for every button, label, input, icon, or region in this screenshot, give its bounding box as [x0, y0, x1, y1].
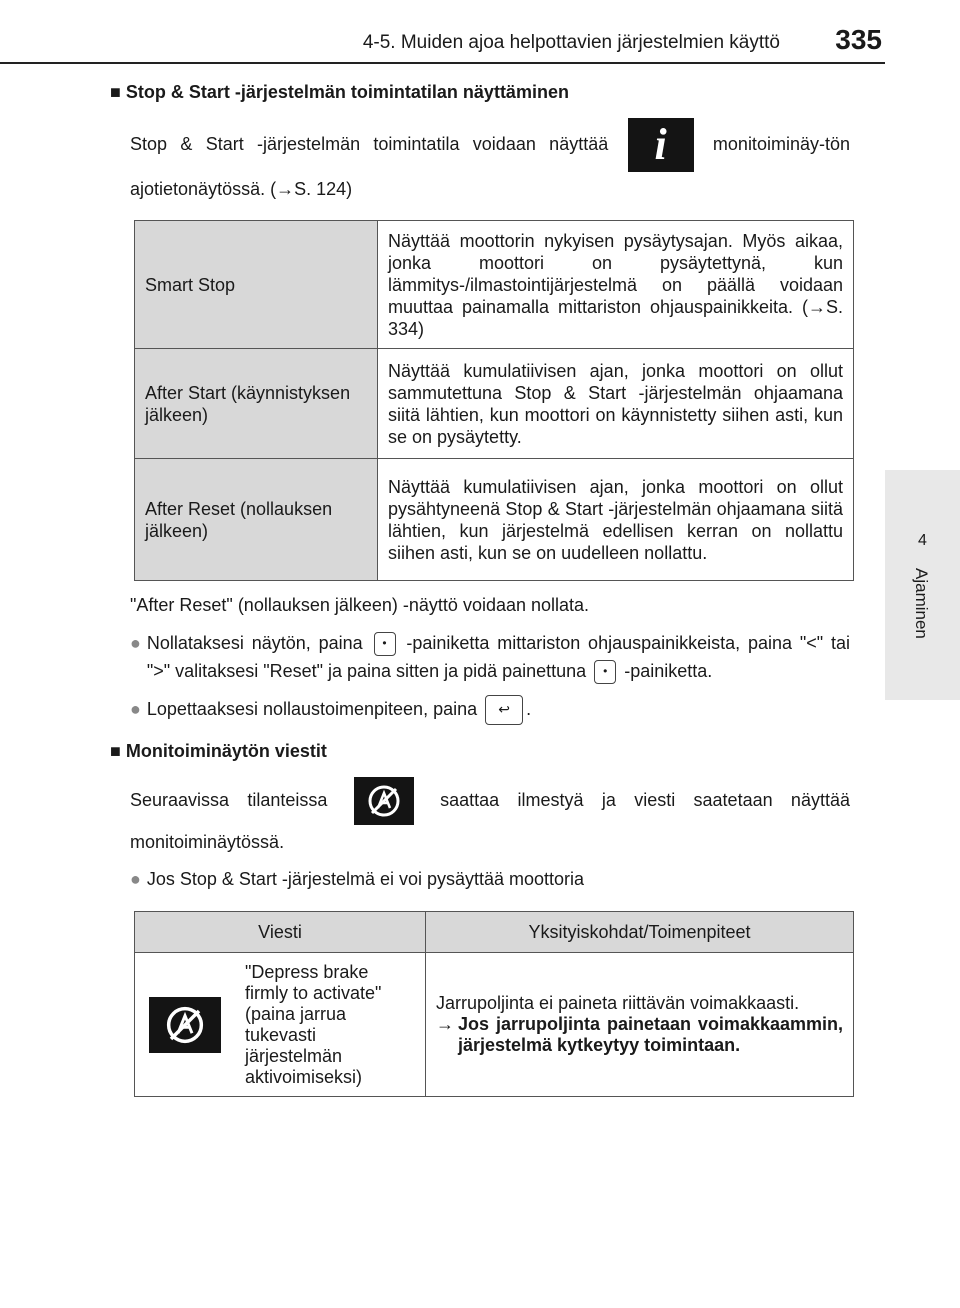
table-row	[135, 459, 854, 581]
back-button-icon: ↩	[485, 695, 523, 725]
message-table	[134, 911, 854, 1097]
chapter-label: Ajaminen	[912, 568, 931, 639]
enter-button-icon: •	[374, 632, 396, 656]
row-label: After Start (käynnistyksen jälkeen)	[135, 349, 378, 459]
section1-intro: Stop & Start -järjestelmän toimintatila voidaan näyttää i monitoiminäy-tön ajotietonäytössä. (→S. 124)	[130, 120, 850, 199]
heading-marker: ■	[110, 741, 121, 762]
row-label: After Reset (nollauksen jälkeen)	[135, 459, 378, 581]
chapter-number: 4	[918, 532, 927, 549]
bullet-marker: ●	[130, 869, 141, 890]
list-item: ● Lopettaaksesi nollaustoimenpiteen, paina ↩ .	[130, 695, 850, 725]
section2-intro: Seuraavissa tilanteissa saattaa ilmestyä ja viesti saatetaan näyttää monitoiminäytössä.	[130, 777, 850, 859]
row-description: Näyttää moottorin nykyisen pysäytysajan. Myös aikaa, jonka moottori on pysäytettynä, kun lämmitys-/ilmastointijärjestelmä on päällä voidaan muuttaa painamalla mittariston ohjauspainikkeita. (→S. 334)	[378, 221, 854, 349]
chapter-tab	[885, 470, 960, 700]
row-description: Näyttää kumulatiivisen ajan, jonka moottori on ollut sammutettuna Stop & Start -järjestelmän ohjaamana siitä lähtien, kun moottori on käynnistetty siihen asti, kun se on pysäytetty.	[378, 349, 854, 459]
table-header-row	[135, 912, 854, 953]
row-description: Näyttää kumulatiivisen ajan, jonka moottori on ollut pysähtyneenä Stop & Start -järjestelmän ohjaamana siitä lähtien, kun järjestelmä edellisen kerran on nollattu siihen asti, kun se on uudelleen nollattu.	[378, 459, 854, 581]
column-header: Yksityiskohdat/Toimenpiteet	[426, 912, 854, 953]
reset-note: "After Reset" (nollauksen jälkeen) -näyttö voidaan nollata.	[130, 595, 590, 615]
heading-marker: ■	[110, 82, 121, 102]
info-display-icon: i	[628, 118, 694, 172]
page-number: 335	[835, 24, 882, 55]
stop-start-off-icon	[354, 777, 414, 825]
page-header	[0, 0, 960, 60]
list-item: ● Jos Stop & Start -järjestelmä ei voi pysäyttää moottoria	[130, 865, 850, 893]
stop-start-off-icon	[149, 997, 221, 1053]
table-row	[135, 953, 854, 1097]
status-table	[134, 220, 854, 581]
enter-button-icon: •	[594, 660, 616, 684]
bullet-marker: ●	[130, 699, 141, 719]
list-item: ● Nollataksesi näytön, paina • -painiketta mittariston ohjauspainikkeista, paina "<" tai ">" valitaksesi "Reset" ja paina sitten ja pidä painettuna • -painiketta.	[130, 629, 850, 685]
message-text: "Depress brake firmly to activate" (paina jarrua tukevasti järjestelmän aktivoimiseksi)	[235, 953, 426, 1097]
arrow-icon: →	[436, 1014, 454, 1035]
section1-heading: ■ Stop & Start -järjestelmän toimintatilan näyttäminen	[110, 82, 569, 102]
table-row	[135, 349, 854, 459]
page-content	[110, 78, 850, 1097]
column-header: Viesti	[135, 912, 426, 953]
message-detail: Jarrupoljinta ei paineta riittävän voimakkaasti. → Jos jarrupoljinta painetaan voimakkaammin, järjestelmä kytkeytyy toimintaan.	[426, 953, 854, 1097]
bullet-marker: ●	[130, 633, 141, 653]
table-row	[135, 221, 854, 349]
section2-heading: ■ Monitoiminäytön viestit	[110, 741, 327, 762]
header-divider	[0, 62, 885, 64]
row-label: Smart Stop	[135, 221, 378, 349]
message-icon-cell	[135, 953, 236, 1097]
section-title: 4-5. Muiden ajoa helpottavien järjestelmien käyttö	[362, 32, 780, 53]
